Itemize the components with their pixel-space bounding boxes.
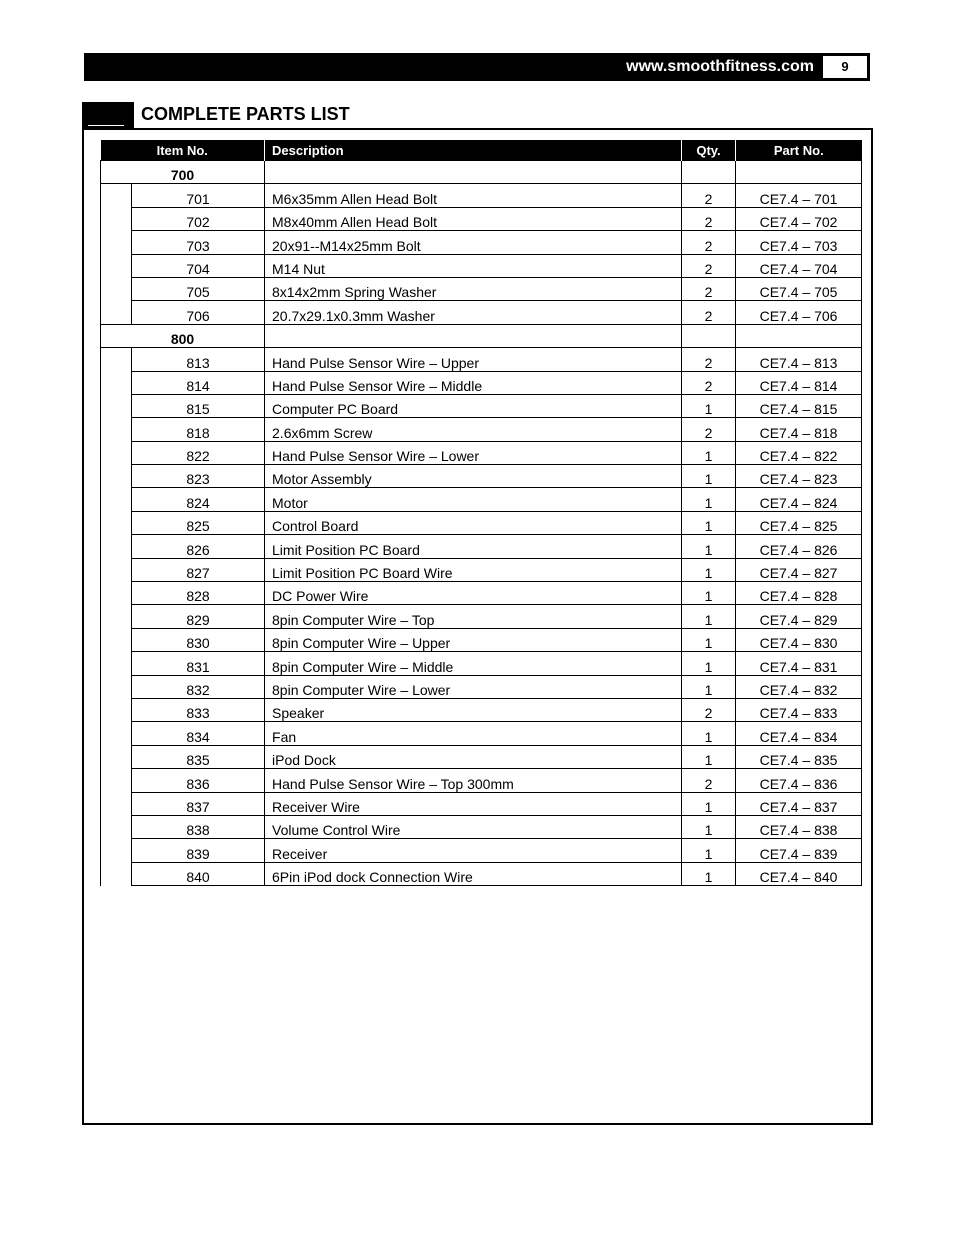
item-part-no: CE7.4 – 814	[736, 371, 862, 394]
item-description: 20.7x29.1x0.3mm Washer	[265, 301, 682, 324]
item-description: DC Power Wire	[265, 582, 682, 605]
item-qty: 1	[682, 441, 736, 464]
group-description	[265, 324, 682, 347]
row-indent	[101, 184, 132, 207]
item-description: Limit Position PC Board	[265, 535, 682, 558]
item-number: 818	[132, 418, 265, 441]
row-indent	[101, 675, 132, 698]
section-marker-line	[88, 106, 124, 126]
item-description: 8x14x2mm Spring Washer	[265, 277, 682, 300]
item-description: M14 Nut	[265, 254, 682, 277]
row-indent	[101, 698, 132, 721]
item-qty: 1	[682, 628, 736, 651]
item-part-no: CE7.4 – 826	[736, 535, 862, 558]
item-part-no: CE7.4 – 829	[736, 605, 862, 628]
item-qty: 1	[682, 745, 736, 768]
table-row	[101, 488, 862, 511]
table-row	[101, 511, 862, 534]
item-description: Hand Pulse Sensor Wire – Lower	[265, 441, 682, 464]
table-header-row	[101, 140, 862, 161]
table-row	[101, 418, 862, 441]
row-indent	[101, 745, 132, 768]
item-number: 839	[132, 839, 265, 862]
table-row	[101, 862, 862, 885]
item-part-no: CE7.4 – 840	[736, 862, 862, 885]
row-indent	[101, 628, 132, 651]
item-qty: 1	[682, 558, 736, 581]
item-number: 814	[132, 371, 265, 394]
table-row	[101, 277, 862, 300]
row-indent	[101, 301, 132, 324]
item-qty: 2	[682, 301, 736, 324]
item-description: Hand Pulse Sensor Wire – Top 300mm	[265, 769, 682, 792]
item-description: 6Pin iPod dock Connection Wire	[265, 862, 682, 885]
item-qty: 2	[682, 418, 736, 441]
item-qty: 2	[682, 184, 736, 207]
item-qty: 1	[682, 394, 736, 417]
section-marker	[82, 102, 134, 129]
item-description: Volume Control Wire	[265, 815, 682, 838]
item-qty: 2	[682, 769, 736, 792]
item-part-no: CE7.4 – 702	[736, 207, 862, 230]
item-number: 833	[132, 698, 265, 721]
group-qty	[682, 161, 736, 184]
item-part-no: CE7.4 – 839	[736, 839, 862, 862]
table-row	[101, 441, 862, 464]
row-indent	[101, 488, 132, 511]
item-description: Hand Pulse Sensor Wire – Upper	[265, 348, 682, 371]
row-indent	[101, 815, 132, 838]
item-number: 826	[132, 535, 265, 558]
group-number: 700	[101, 161, 265, 184]
row-indent	[101, 792, 132, 815]
item-number: 706	[132, 301, 265, 324]
item-description: 2.6x6mm Screw	[265, 418, 682, 441]
table-row	[101, 231, 862, 254]
row-indent	[101, 535, 132, 558]
table-row	[101, 675, 862, 698]
item-number: 828	[132, 582, 265, 605]
item-number: 838	[132, 815, 265, 838]
item-qty: 1	[682, 675, 736, 698]
item-qty: 2	[682, 371, 736, 394]
item-number: 832	[132, 675, 265, 698]
group-part-no	[736, 324, 862, 347]
item-qty: 2	[682, 348, 736, 371]
item-part-no: CE7.4 – 837	[736, 792, 862, 815]
item-number: 704	[132, 254, 265, 277]
item-qty: 2	[682, 698, 736, 721]
item-description: 8pin Computer Wire – Middle	[265, 652, 682, 675]
row-indent	[101, 769, 132, 792]
table-row	[101, 535, 862, 558]
row-indent	[101, 605, 132, 628]
row-indent	[101, 371, 132, 394]
item-number: 702	[132, 207, 265, 230]
table-row	[101, 394, 862, 417]
row-indent	[101, 394, 132, 417]
item-qty: 1	[682, 582, 736, 605]
table-row	[101, 628, 862, 651]
item-number: 813	[132, 348, 265, 371]
item-description: M6x35mm Allen Head Bolt	[265, 184, 682, 207]
item-part-no: CE7.4 – 827	[736, 558, 862, 581]
parts-table-body	[101, 161, 862, 886]
item-description: Hand Pulse Sensor Wire – Middle	[265, 371, 682, 394]
item-part-no: CE7.4 – 830	[736, 628, 862, 651]
column-header-qty: Qty.	[682, 140, 736, 161]
row-indent	[101, 254, 132, 277]
item-part-no: CE7.4 – 705	[736, 277, 862, 300]
row-indent	[101, 558, 132, 581]
item-description: Receiver	[265, 839, 682, 862]
column-header-description: Description	[265, 140, 682, 161]
item-number: 825	[132, 511, 265, 534]
row-indent	[101, 441, 132, 464]
table-row	[101, 745, 862, 768]
item-number: 822	[132, 441, 265, 464]
item-number: 824	[132, 488, 265, 511]
item-part-no: CE7.4 – 813	[736, 348, 862, 371]
table-row	[101, 792, 862, 815]
item-qty: 2	[682, 231, 736, 254]
item-part-no: CE7.4 – 818	[736, 418, 862, 441]
item-number: 836	[132, 769, 265, 792]
table-row	[101, 558, 862, 581]
item-part-no: CE7.4 – 834	[736, 722, 862, 745]
item-part-no: CE7.4 – 835	[736, 745, 862, 768]
row-indent	[101, 231, 132, 254]
row-indent	[101, 511, 132, 534]
item-part-no: CE7.4 – 832	[736, 675, 862, 698]
row-indent	[101, 465, 132, 488]
item-part-no: CE7.4 – 828	[736, 582, 862, 605]
item-number: 815	[132, 394, 265, 417]
parts-table	[100, 140, 862, 886]
table-row	[101, 722, 862, 745]
item-part-no: CE7.4 – 824	[736, 488, 862, 511]
section-title: COMPLETE PARTS LIST	[141, 104, 350, 124]
table-row	[101, 815, 862, 838]
item-number: 823	[132, 465, 265, 488]
row-indent	[101, 722, 132, 745]
column-header-part-no: Part No.	[736, 140, 862, 161]
item-part-no: CE7.4 – 831	[736, 652, 862, 675]
item-description: Computer PC Board	[265, 394, 682, 417]
table-row	[101, 465, 862, 488]
group-description	[265, 161, 682, 184]
item-description: 8pin Computer Wire – Lower	[265, 675, 682, 698]
item-qty: 1	[682, 722, 736, 745]
item-description: Speaker	[265, 698, 682, 721]
item-number: 831	[132, 652, 265, 675]
table-row	[101, 605, 862, 628]
group-qty	[682, 324, 736, 347]
item-description: 20x91--M14x25mm Bolt	[265, 231, 682, 254]
item-qty: 1	[682, 862, 736, 885]
item-number: 834	[132, 722, 265, 745]
item-qty: 1	[682, 815, 736, 838]
item-part-no: CE7.4 – 823	[736, 465, 862, 488]
table-row	[101, 652, 862, 675]
item-number: 840	[132, 862, 265, 885]
row-indent	[101, 652, 132, 675]
item-part-no: CE7.4 – 836	[736, 769, 862, 792]
item-part-no: CE7.4 – 703	[736, 231, 862, 254]
item-part-no: CE7.4 – 833	[736, 698, 862, 721]
item-qty: 1	[682, 465, 736, 488]
item-description: Limit Position PC Board Wire	[265, 558, 682, 581]
item-number: 827	[132, 558, 265, 581]
row-indent	[101, 207, 132, 230]
table-row	[101, 769, 862, 792]
table-row	[101, 254, 862, 277]
item-description: 8pin Computer Wire – Upper	[265, 628, 682, 651]
item-qty: 1	[682, 652, 736, 675]
group-row	[101, 324, 862, 347]
item-part-no: CE7.4 – 704	[736, 254, 862, 277]
item-description: M8x40mm Allen Head Bolt	[265, 207, 682, 230]
row-indent	[101, 862, 132, 885]
header-bar	[84, 53, 870, 81]
item-part-no: CE7.4 – 825	[736, 511, 862, 534]
item-qty: 2	[682, 207, 736, 230]
website-url: www.smoothfitness.com	[626, 58, 814, 75]
table-row	[101, 839, 862, 862]
item-qty: 2	[682, 254, 736, 277]
item-description: 8pin Computer Wire – Top	[265, 605, 682, 628]
page-number: 9	[823, 56, 867, 78]
row-indent	[101, 582, 132, 605]
item-number: 705	[132, 277, 265, 300]
item-qty: 1	[682, 605, 736, 628]
item-qty: 1	[682, 511, 736, 534]
row-indent	[101, 418, 132, 441]
table-row	[101, 698, 862, 721]
table-row	[101, 207, 862, 230]
item-part-no: CE7.4 – 701	[736, 184, 862, 207]
table-row	[101, 301, 862, 324]
item-number: 829	[132, 605, 265, 628]
item-part-no: CE7.4 – 822	[736, 441, 862, 464]
table-row	[101, 582, 862, 605]
group-row	[101, 161, 862, 184]
item-part-no: CE7.4 – 706	[736, 301, 862, 324]
item-number: 703	[132, 231, 265, 254]
item-description: iPod Dock	[265, 745, 682, 768]
item-description: Fan	[265, 722, 682, 745]
item-qty: 1	[682, 839, 736, 862]
table-row	[101, 371, 862, 394]
item-qty: 1	[682, 535, 736, 558]
table-row	[101, 184, 862, 207]
item-qty: 1	[682, 488, 736, 511]
item-number: 830	[132, 628, 265, 651]
column-header-item-no: Item No.	[101, 140, 265, 161]
table-row	[101, 348, 862, 371]
item-number: 701	[132, 184, 265, 207]
row-indent	[101, 277, 132, 300]
row-indent	[101, 839, 132, 862]
row-indent	[101, 348, 132, 371]
item-description: Control Board	[265, 511, 682, 534]
item-description: Motor Assembly	[265, 465, 682, 488]
item-description: Receiver Wire	[265, 792, 682, 815]
group-part-no	[736, 161, 862, 184]
item-qty: 1	[682, 792, 736, 815]
item-number: 837	[132, 792, 265, 815]
group-number: 800	[101, 324, 265, 347]
item-description: Motor	[265, 488, 682, 511]
item-number: 835	[132, 745, 265, 768]
item-part-no: CE7.4 – 838	[736, 815, 862, 838]
item-qty: 2	[682, 277, 736, 300]
item-part-no: CE7.4 – 815	[736, 394, 862, 417]
